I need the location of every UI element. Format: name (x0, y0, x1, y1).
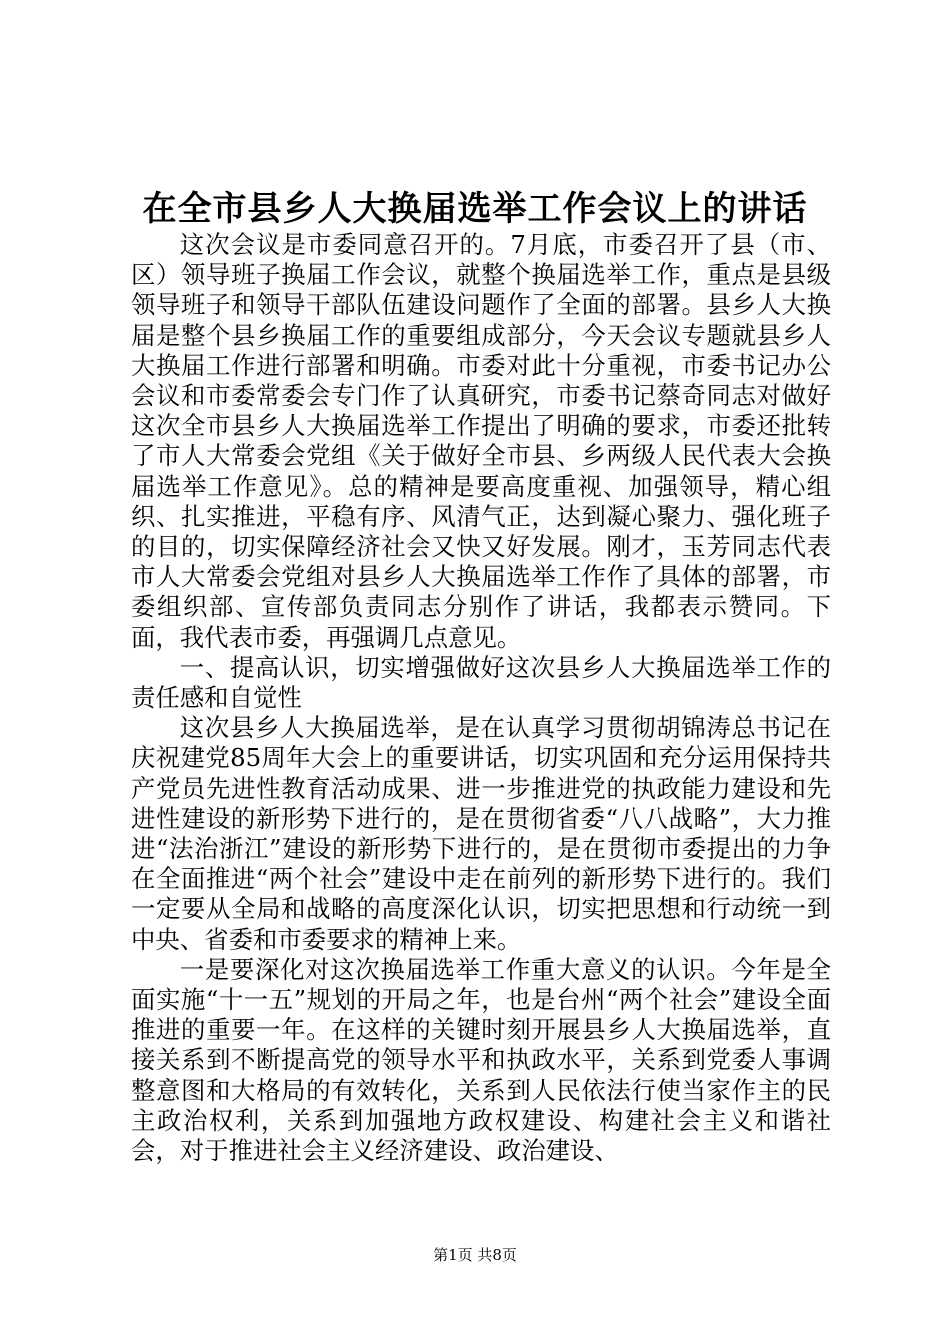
page-footer: 第1页 共8页 (433, 1246, 517, 1264)
document-title: 在全市县乡人大换届选举工作会议上的讲话 (142, 189, 808, 229)
paragraph-context: 这次县乡人大换届选举，是在认真学习贯彻胡锦涛总书记在庆祝建党85周年大会上的重要讲话，切实巩固和充分运用保持共产党员先进性教育活动成果、进一步推进党的执政能力建设和先进性建设的新形势下进行的，是在贯彻省委“八八战略”，大力推进“法治浙江”建设的新形势下进行的，是在贯彻市委提出的力争在全面推进“两个社会”建设中走在前列的新形势下进行的。我们一定要从全局和战略的高度深化认识，切实把思想和行动统一到中央、省委和市委要求的精神上来。 (131, 713, 831, 954)
section-heading-1: 一、提高认识，切实增强做好这次县乡人大换届选举工作的责任感和自觉性 (131, 652, 831, 713)
document-body (131, 230, 831, 1166)
paragraph-intro: 这次会议是市委同意召开的。7月底，市委召开了县（市、区）领导班子换届工作会议，就整个换届选举工作，重点是县级领导班子和领导干部队伍建设问题作了全面的部署。县乡人大换届是整个县乡换届工作的重要组成部分，今天会议专题就县乡人大换届工作进行部署和明确。市委对此十分重视，市委书记办公会议和市委常委会专门作了认真研究，市委书记蔡奇同志对做好这次全市县乡人大换届选举工作提出了明确的要求，市委还批转了市人大常委会党组《关于做好全市县、乡两级人民代表大会换届选举工作意见》。总的精神是要高度重视、加强领导，精心组织、扎实推进，平稳有序、风清气正，达到凝心聚力、强化班子的目的，切实保障经济社会又快又好发展。刚才，玉芳同志代表市人大常委会党组对县乡人大换届选举工作作了具体的部署，市委组织部、宣传部负责同志分别作了讲话，我都表示赞同。下面，我代表市委，再强调几点意见。 (131, 230, 831, 652)
paragraph-point-1: 一是要深化对这次换届选举工作重大意义的认识。今年是全面实施“十一五”规划的开局之年，也是台州“两个社会”建设全面推进的重要一年。在这样的关键时刻开展县乡人大换届选举，直接关系到不断提高党的领导水平和执政水平，关系到党委人事调整意图和大格局的有效转化，关系到人民依法行使当家作主的民主政治权利，关系到加强地方政权建设、构建社会主义和谐社会，对于推进社会主义经济建设、政治建设、 (131, 954, 831, 1166)
